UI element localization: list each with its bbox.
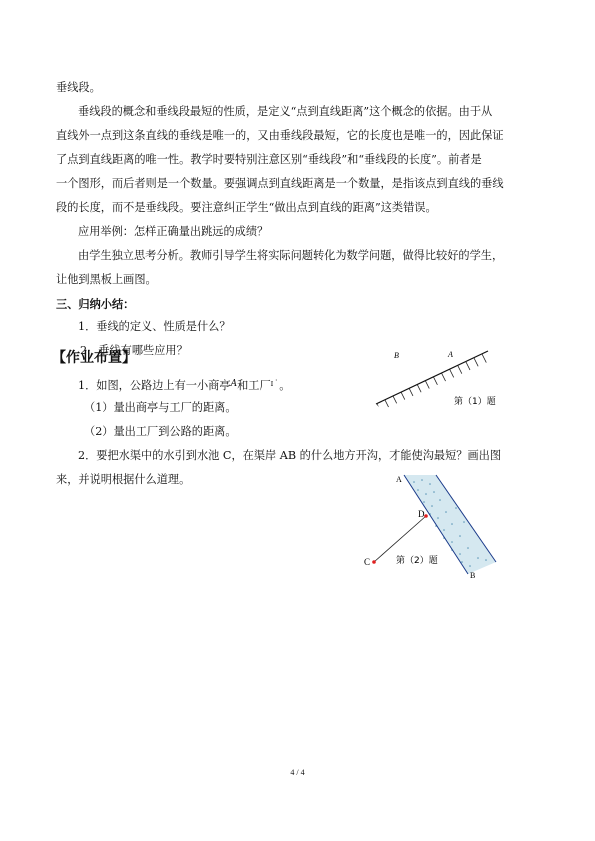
homework-item: 来，并说明根据什么道理。 <box>56 473 191 486</box>
paragraph-line: 了点到直线距离的唯一性。教学时要特别注意区别“垂线段”和“垂线段的长度”。前者是 <box>56 153 482 166</box>
summary-question: 2．垂线有哪些应用？ <box>80 344 188 357</box>
summary-heading: 三、归纳小结： <box>56 297 135 311</box>
figure-road <box>366 342 526 412</box>
label-b: B <box>470 571 476 580</box>
point-c <box>372 560 376 564</box>
homework-item-text: 和工厂 <box>237 379 271 392</box>
homework-item-text: 1．如图，公路边上有一小商亭 <box>78 379 231 392</box>
paragraph-line: 一个图形，而后者则是一个数量。要强调点到直线距离是一个数量，是指该点到直线的垂线 <box>56 177 504 190</box>
summary-question: 1．垂线的定义、性质是什么？ <box>78 320 231 333</box>
paragraph-line: 由学生独立思考分析。教师引导学生将实际问题转化为数学问题，做得比较好的学生， <box>78 249 504 262</box>
paragraph-line: 垂线段的概念和垂线段最短的性质，是定义“点到直线距离”这个概念的依据。由于从 <box>78 105 493 118</box>
paragraph-line: 段的长度，而不是垂线段。要注意纠正学生“做出点到直线的距离”这类错误。 <box>56 201 437 214</box>
point-a-label: A <box>448 350 453 359</box>
paragraph-line: 垂线段。 <box>56 81 101 94</box>
paragraph-line: 让他到黑板上画图。 <box>56 273 157 286</box>
paragraph-line: 直线外一点到这条直线的垂线是唯一的，又由垂线段最短，它的长度也是唯一的，因此保证 <box>56 129 504 142</box>
homework-item <box>56 372 356 398</box>
figure-caption: 第（2）题 <box>396 556 438 566</box>
homework-subitem: （1）量出商亭与工厂的距离。 <box>84 401 237 414</box>
homework-item-text: 。 <box>279 379 291 392</box>
point-a-glyph: A <box>230 379 238 389</box>
figure-channel <box>360 470 510 582</box>
label-c: C <box>364 557 371 567</box>
label-a: A <box>396 475 402 484</box>
point-b-glyph: ɪ˙ <box>270 379 280 388</box>
figure-caption: 第（1）题 <box>454 397 496 407</box>
point-b-label: B <box>394 351 399 360</box>
paragraph-line: 应用举例：怎样正确量出跳远的成绩？ <box>78 225 269 238</box>
label-d: D <box>418 509 425 519</box>
homework-subitem: （2）量出工厂到公路的距离。 <box>84 425 237 438</box>
homework-heading: 【作业布置】 <box>52 350 136 366</box>
point-d <box>424 514 428 518</box>
page-number: 4 / 4 <box>290 768 305 777</box>
homework-item: 2．要把水渠中的水引到水池 C，在渠岸 AB 的什么地方开沟，才能使沟最短？画出图 <box>78 449 502 462</box>
